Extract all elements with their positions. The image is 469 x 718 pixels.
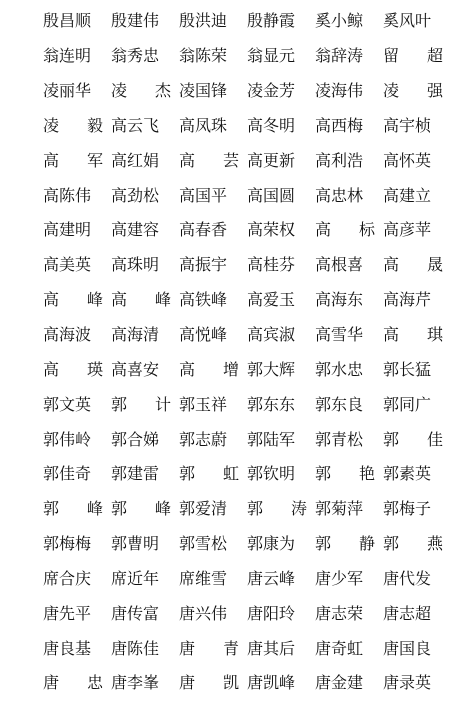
name-entry: 高冬明: [247, 115, 296, 135]
name-entry: 高忠林: [315, 185, 364, 205]
name-entry: 郭同广: [383, 394, 432, 414]
name-row: [43, 387, 443, 422]
name-entry: 郭玉祥: [179, 394, 228, 414]
name-row: [43, 213, 443, 248]
name-entry: 席维雪: [179, 568, 228, 588]
name-entry: 郭建雷: [111, 464, 160, 484]
name-entry: 郭佳奇: [43, 464, 92, 484]
name-row: [43, 318, 443, 353]
name-entry: 高 琪: [383, 325, 443, 345]
name-entry: 凌丽华: [43, 81, 92, 101]
name-entry: 唐志荣: [315, 603, 364, 623]
name-entry: 郭文英: [43, 394, 92, 414]
name-entry: 高 峰: [111, 290, 171, 310]
name-entry: 高建立: [383, 185, 432, 205]
name-entry: 郭东良: [315, 394, 364, 414]
name-entry: 郭伟岭: [43, 429, 92, 449]
name-entry: 高雪华: [315, 325, 364, 345]
name-row: [43, 596, 443, 631]
name-row: [43, 422, 443, 457]
name-entry: 翁秀忠: [111, 46, 160, 66]
name-entry: 郭志蔚: [179, 429, 228, 449]
name-row: [43, 527, 443, 562]
name-entry: 郭大辉: [247, 359, 296, 379]
name-entry: 高 军: [43, 150, 103, 170]
name-entry: 郭梅梅: [43, 534, 92, 554]
name-entry: 高振宇: [179, 255, 228, 275]
name-entry: 郭合娣: [111, 429, 160, 449]
name-entry: 翁显元: [247, 46, 296, 66]
name-entry: 唐录英: [383, 673, 432, 693]
name-entry: 奚小鲸: [315, 11, 364, 31]
name-entry: 唐陈佳: [111, 638, 160, 658]
name-entry: 唐国良: [383, 638, 432, 658]
name-entry: 高红娟: [111, 150, 160, 170]
name-entry: 郭 静: [315, 534, 375, 554]
name-entry: 凌海伟: [315, 81, 364, 101]
name-entry: 郭爱清: [179, 499, 228, 519]
name-row: [43, 492, 443, 527]
name-entry: 席近年: [111, 568, 160, 588]
name-entry: 高彦苹: [383, 220, 432, 240]
name-row: [43, 562, 443, 597]
name-entry: 郭 峰: [111, 499, 171, 519]
name-entry: 郭 佳: [383, 429, 443, 449]
name-entry: 凌 强: [383, 81, 443, 101]
name-entry: 凌 毅: [43, 115, 103, 135]
name-entry: 高珠明: [111, 255, 160, 275]
name-entry: 高更新: [247, 150, 296, 170]
name-entry: 高 标: [315, 220, 375, 240]
name-row: [43, 143, 443, 178]
name-entry: 郭菊萍: [315, 499, 364, 519]
name-entry: 高利浩: [315, 150, 364, 170]
name-entry: 高建明: [43, 220, 92, 240]
name-row: [43, 283, 443, 318]
name-entry: 唐 青: [179, 638, 239, 658]
name-entry: 唐代发: [383, 568, 432, 588]
name-row: [43, 39, 443, 74]
name-entry: 高 晟: [383, 255, 443, 275]
name-entry: 高海清: [111, 325, 160, 345]
name-entry: 唐 忠: [43, 673, 103, 693]
name-entry: 凌金芳: [247, 81, 296, 101]
name-entry: 高 峰: [43, 290, 103, 310]
name-row: [43, 109, 443, 144]
name-entry: 郭 燕: [383, 534, 443, 554]
name-entry: 高海东: [315, 290, 364, 310]
name-entry: 唐阳玲: [247, 603, 296, 623]
name-entry: 唐金建: [315, 673, 364, 693]
name-entry: 郭 计: [111, 394, 171, 414]
name-entry: 高国圆: [247, 185, 296, 205]
name-entry: 高美英: [43, 255, 92, 275]
name-entry: 翁陈荣: [179, 46, 228, 66]
name-entry: 高桂芬: [247, 255, 296, 275]
name-entry: 唐云峰: [247, 568, 296, 588]
name-entry: 高 增: [179, 359, 239, 379]
name-entry: 唐兴伟: [179, 603, 228, 623]
name-entry: 留 超: [383, 46, 443, 66]
name-entry: 奚风叶: [383, 11, 432, 31]
name-entry: 郭梅子: [383, 499, 432, 519]
name-entry: 郭水忠: [315, 359, 364, 379]
name-entry: 郭雪松: [179, 534, 228, 554]
name-entry: 唐良基: [43, 638, 92, 658]
name-entry: 高云飞: [111, 115, 160, 135]
name-entry: 高铁峰: [179, 290, 228, 310]
name-entry: 唐志超: [383, 603, 432, 623]
name-entry: 唐传富: [111, 603, 160, 623]
name-entry: 殷建伟: [111, 11, 160, 31]
name-entry: 唐凯峰: [247, 673, 296, 693]
name-row: [43, 631, 443, 666]
name-entry: 席合庆: [43, 568, 92, 588]
name-entry: 高喜安: [111, 359, 160, 379]
name-entry: 唐李峯: [111, 673, 160, 693]
name-entry: 高建容: [111, 220, 160, 240]
name-entry: 高宾淑: [247, 325, 296, 345]
name-entry: 殷静霞: [247, 11, 296, 31]
name-entry: 高国平: [179, 185, 228, 205]
name-entry: 郭陆军: [247, 429, 296, 449]
name-entry: 高 芸: [179, 150, 239, 170]
name-entry: 殷洪迪: [179, 11, 228, 31]
name-entry: 凌国锋: [179, 81, 228, 101]
name-entry: 郭 艳: [315, 464, 375, 484]
name-entry: 郭青松: [315, 429, 364, 449]
name-entry: 高爱玉: [247, 290, 296, 310]
name-entry: 郭 峰: [43, 499, 103, 519]
name-entry: 郭曹明: [111, 534, 160, 554]
name-entry: 唐 凯: [179, 673, 239, 693]
name-entry: 高凤珠: [179, 115, 228, 135]
name-row: [43, 352, 443, 387]
name-entry: 郭 涛: [247, 499, 307, 519]
name-entry: 高海波: [43, 325, 92, 345]
name-entry: 唐奇虹: [315, 638, 364, 658]
name-entry: 殷昌顺: [43, 11, 92, 31]
name-entry: 高宇桢: [383, 115, 432, 135]
name-entry: 翁连明: [43, 46, 92, 66]
name-row: [43, 457, 443, 492]
name-entry: 高怀英: [383, 150, 432, 170]
name-entry: 高海芹: [383, 290, 432, 310]
name-row: [43, 4, 443, 39]
name-entry: 郭东东: [247, 394, 296, 414]
name-entry: 郭钦明: [247, 464, 296, 484]
name-entry: 郭 虹: [179, 464, 239, 484]
name-entry: 高西梅: [315, 115, 364, 135]
name-entry: 翁辞涛: [315, 46, 364, 66]
name-entry: 高荣权: [247, 220, 296, 240]
name-entry: 凌 杰: [111, 81, 171, 101]
name-entry: 唐少军: [315, 568, 364, 588]
name-list: [43, 4, 443, 701]
name-entry: 唐先平: [43, 603, 92, 623]
name-entry: 高根喜: [315, 255, 364, 275]
name-entry: 唐其后: [247, 638, 296, 658]
name-row: [43, 248, 443, 283]
name-entry: 高劲松: [111, 185, 160, 205]
name-row: [43, 178, 443, 213]
name-entry: 高 瑛: [43, 359, 103, 379]
name-row: [43, 74, 443, 109]
name-entry: 高悦峰: [179, 325, 228, 345]
name-entry: 郭素英: [383, 464, 432, 484]
name-entry: 高陈伟: [43, 185, 92, 205]
name-entry: 高春香: [179, 220, 228, 240]
name-row: [43, 666, 443, 701]
name-entry: 郭康为: [247, 534, 296, 554]
name-entry: 郭长猛: [383, 359, 432, 379]
